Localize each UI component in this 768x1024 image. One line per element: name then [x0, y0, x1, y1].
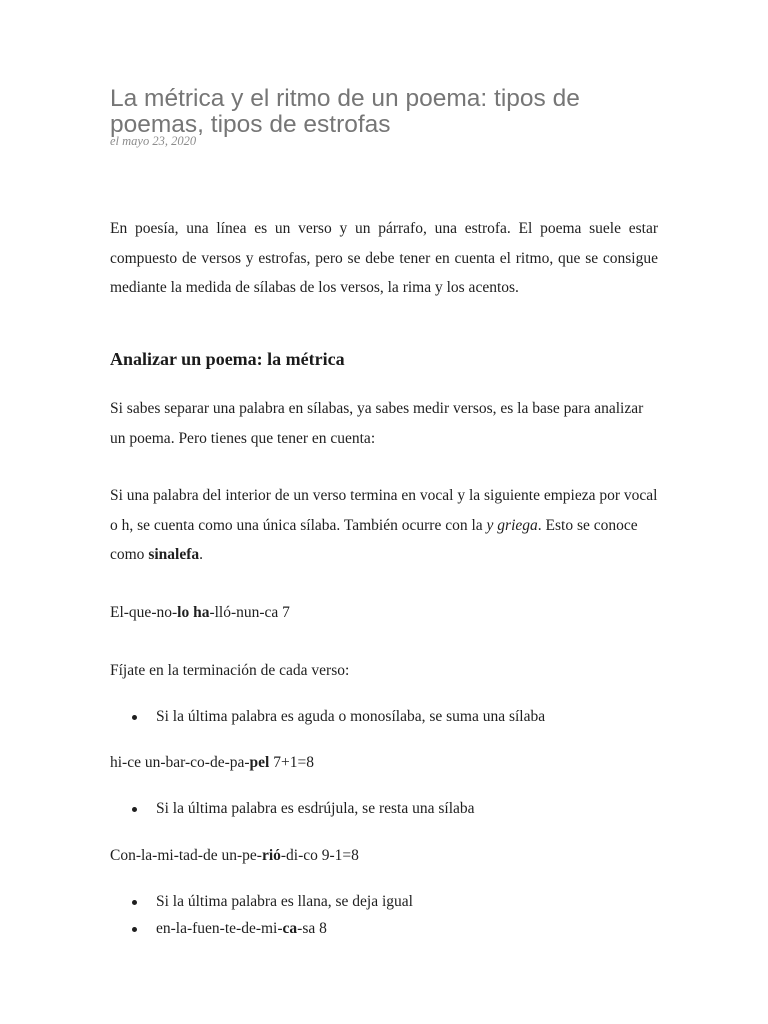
sinalefa-term: sinalefa	[148, 546, 200, 563]
bullet-dot-icon	[132, 715, 137, 720]
sinalefa-text-b: . Esto se conoce como	[110, 516, 638, 563]
list-item-aguda-text: Si la última palabra es aguda o monosílaba, se suma una sílaba	[156, 708, 546, 725]
example-1-text-b: -lló-nun-ca 7	[209, 604, 290, 621]
bullet-dot-icon	[132, 900, 137, 905]
endings-paragraph: Fíjate en la terminación de cada verso:	[110, 662, 350, 679]
example-verse-3	[110, 845, 359, 867]
example-3-text-a: Con-la-mi-tad-de un-pe-	[110, 847, 262, 864]
example-verse-1	[110, 602, 290, 624]
example-2-bold: pel	[249, 754, 270, 771]
example-4-bold: ca	[282, 920, 298, 937]
section-heading: Analizar un poema: la métrica	[110, 349, 345, 369]
example-1-bold: lo ha	[177, 604, 210, 621]
example-3-bold: rió	[261, 847, 281, 864]
sinalefa-italic: y griega	[486, 516, 538, 534]
list-item-example-llana-text	[156, 918, 327, 940]
intro-paragraph: En poesía, una línea es un verso y un párrafo, una estrofa. El poema suele estar compuesto de versos y estrofas, pero se debe tener en cuenta el ritmo, que se consigue mediante la medida de sílabas de los versos, la rima y los acentos.	[110, 220, 658, 296]
bullet-dot-icon	[132, 927, 137, 932]
metric-paragraph: Si sabes separar una palabra en sílabas, ya sabes medir versos, es la base para analizar un poema. Pero tienes que tener en cuenta:	[110, 400, 644, 447]
article-date: el mayo 23, 2020	[110, 134, 197, 148]
example-4-text-b: -sa 8	[297, 920, 327, 937]
example-2-text-b: 7+1=8	[269, 754, 314, 771]
article-title: La métrica y el ritmo de un poema: tipos de poemas, tipos de estrofas	[110, 85, 580, 138]
list-item-esdrujula-text: Si la última palabra es esdrújula, se resta una sílaba	[156, 800, 475, 817]
sinalefa-paragraph	[110, 481, 658, 570]
sinalefa-text-c: .	[199, 546, 203, 563]
example-2-text-a: hi-ce un-bar-co-de-pa-	[110, 754, 250, 771]
example-3-text-b: -di-co 9-1=8	[280, 847, 359, 864]
sinalefa-text-a: Si una palabra del interior de un verso termina en vocal y la siguiente empieza por vocal o h, se cuenta como una única sílaba. También ocurre con la	[110, 487, 658, 534]
list-item-llana-text: Si la última palabra es llana, se deja igual	[156, 893, 413, 910]
example-1-text-a: El-que-no-	[110, 604, 178, 621]
example-4-text-a: en-la-fuen-te-de-mi-	[156, 920, 283, 937]
bullet-dot-icon	[132, 807, 137, 812]
example-verse-2	[110, 752, 314, 774]
